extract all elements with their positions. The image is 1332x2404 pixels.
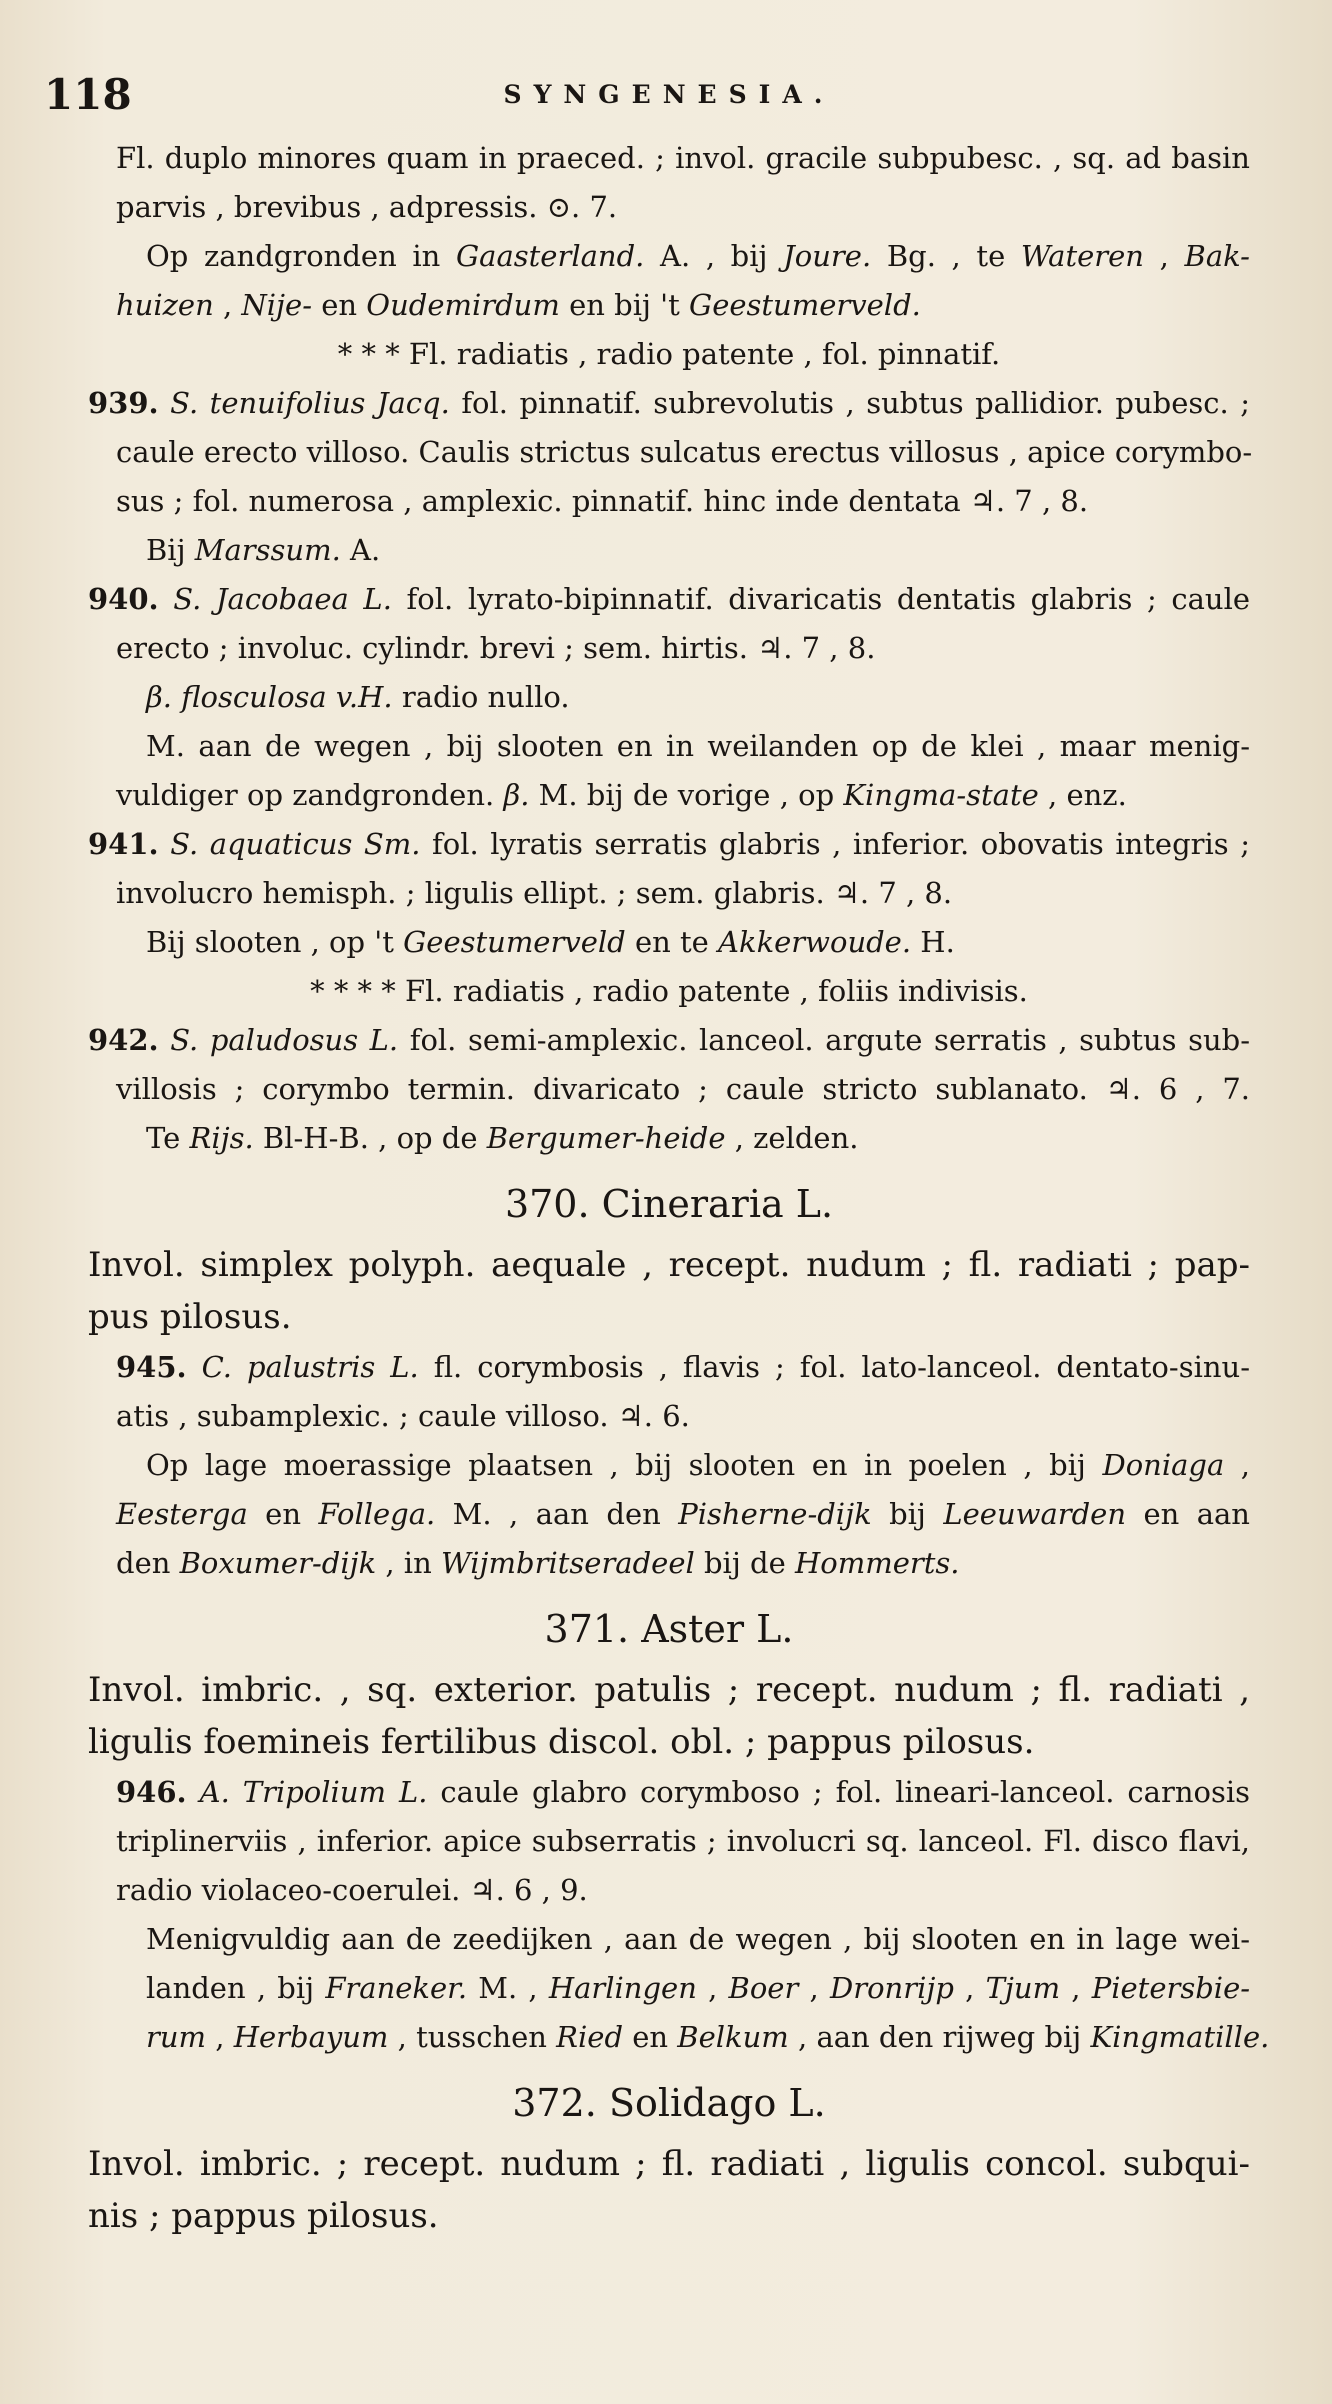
italic-run: Ried (556, 2020, 624, 2054)
text-line (88, 918, 1250, 967)
text-run: nis ; pappus pilosus. (88, 2196, 439, 2236)
text-run: bij de (694, 1546, 795, 1580)
italic-run: Belkum (677, 2020, 789, 2054)
text-line (88, 722, 1250, 771)
page-text (88, 134, 1270, 2242)
text-run: caule glabro corymboso ; fol. lineari-lanceol. carnosis (427, 1775, 1250, 1809)
text-run: fl. corymbosis , flavis ; fol. lato-lanceol. dentato-sinu- (418, 1350, 1251, 1384)
text-run (159, 582, 174, 616)
text-line (88, 1866, 1250, 1915)
italic-run: S. paludosus L. (170, 1023, 399, 1057)
text-run: triplinerviis , inferior. apice subserratis ; involucri sq. lanceol. Fl. disco flavi, (116, 1824, 1250, 1858)
text-run: atis , subamplexic. ; caule villoso. ♃. 6. (116, 1399, 690, 1433)
italic-run: β. flosculosa v.H. (146, 680, 393, 714)
text-line (88, 1490, 1250, 1539)
text-run: radio nullo. (392, 680, 570, 714)
text-run: Invol. imbric. , sq. exterior. patulis ; recept. nudum ; fl. radiati , (88, 1670, 1250, 1710)
text-line (88, 1239, 1250, 1291)
text-line (88, 477, 1250, 526)
species-number: 939. (88, 386, 159, 420)
text-line (88, 575, 1250, 624)
italic-run: Pisherne-dijk (678, 1497, 872, 1531)
text-line (88, 1169, 1250, 1239)
text-run: M. aan de wegen , bij slooten en in weilanden op de klei , maar menig- (146, 729, 1250, 763)
text-run: Op zandgronden in (146, 239, 457, 273)
text-run: , tusschen (388, 2020, 557, 2054)
text-line (88, 1594, 1250, 1664)
text-run: , in (376, 1546, 441, 1580)
text-run: , (1224, 1448, 1251, 1482)
italic-run: Rijs. (189, 1121, 254, 1155)
text-run: , (1144, 239, 1185, 273)
text-line (88, 771, 1250, 820)
text-line (88, 2068, 1250, 2138)
genus-description (88, 1239, 1250, 1343)
text-run: involucro hemisph. ; ligulis ellipt. ; sem. glabris. ♃. 7 , 8. (116, 876, 953, 910)
species-number: 946. (116, 1775, 187, 1809)
text-run: A. (340, 533, 381, 567)
text-run: Invol. imbric. ; recept. nudum ; fl. radiati , ligulis concol. subqui- (88, 2144, 1250, 2184)
text-line (88, 1964, 1250, 2013)
text-line (88, 232, 1250, 281)
italic-run: Leeuwarden (943, 1497, 1127, 1531)
italic-run: Doniaga (1102, 1448, 1225, 1482)
italic-run: Boer (728, 1971, 799, 2005)
text-run (159, 1023, 171, 1057)
running-header (44, 64, 1250, 134)
text-run: en (247, 1497, 319, 1531)
text-run: en (312, 288, 367, 322)
text-line (88, 526, 1250, 575)
text-line (88, 1065, 1250, 1114)
text-line (88, 1915, 1250, 1964)
text-run: , (953, 1971, 986, 2005)
text-line (88, 967, 1250, 1016)
text-run: Bg. , te (871, 239, 1021, 273)
text-run: villosis ; corymbo termin. divaricato ; caule stricto sublanato. ♃. 6 , 7. (116, 1072, 1250, 1106)
text-run (187, 1350, 202, 1384)
italic-run: Boxumer-dijk (179, 1546, 377, 1580)
text-run: M. , (467, 1971, 549, 2005)
italic-run: Gaasterland. (456, 239, 645, 273)
text-line (88, 869, 1250, 918)
species-number: 941. (88, 827, 159, 861)
text-line (88, 2013, 1270, 2062)
italic-run: S. Jacobaea L. (173, 582, 392, 616)
text-run: parvis , brevibus , adpressis. ⊙. 7. (116, 190, 618, 224)
text-run: radio violaceo-coerulei. ♃. 6 , 9. (116, 1873, 588, 1907)
italic-run: Joure. (783, 239, 872, 273)
italic-run: Bak- (1184, 239, 1250, 273)
text-run: Bij slooten , op 't (146, 925, 404, 959)
genus-description (88, 1664, 1250, 1768)
text-run: en aan (1126, 1497, 1250, 1531)
genus-description (88, 2138, 1250, 2242)
species-number: 942. (88, 1023, 159, 1057)
text-run: landen , bij (146, 1971, 326, 2005)
italic-run: Harlingen (548, 1971, 697, 2005)
text-run: bij (871, 1497, 944, 1531)
text-run: fol. pinnatif. subrevolutis , subtus pallidior. pubesc. ; (449, 386, 1250, 420)
text-run: fol. semi-amplexic. lanceol. argute serratis , subtus sub- (398, 1023, 1251, 1057)
italic-run: huizen (116, 288, 214, 322)
text-line (88, 428, 1253, 477)
text-line (88, 1016, 1250, 1065)
page-number: 118 (44, 70, 132, 119)
italic-run: Marssum. (194, 533, 341, 567)
text-run: sus ; fol. numerosa , amplexic. pinnatif. hinc inde dentata ♃. 7 , 8. (116, 484, 1089, 518)
text-run: , (798, 1971, 830, 2005)
text-run: 370. Cineraria L. (504, 1182, 834, 1226)
italic-run: Kingmatille. (1090, 2020, 1270, 2054)
text-line (88, 1114, 1250, 1163)
italic-run: A. Tripolium L. (199, 1775, 428, 1809)
italic-run: Wijmbritseradeel (440, 1546, 695, 1580)
text-line (88, 624, 1250, 673)
text-run: H. (911, 925, 955, 959)
text-run: M. , aan den (435, 1497, 679, 1531)
text-line (88, 1817, 1250, 1866)
text-line (88, 183, 1250, 232)
italic-run: C. palustris L. (201, 1350, 419, 1384)
italic-run: Kingma-state (843, 778, 1039, 812)
italic-run: Franeker. (325, 1971, 468, 2005)
italic-run: rum (146, 2020, 207, 2054)
text-line (88, 134, 1250, 183)
text-run: pus pilosus. (88, 1297, 292, 1337)
text-line (88, 1664, 1250, 1716)
text-run: , (696, 1971, 729, 2005)
text-run: Op lage moerassige plaatsen , bij slooten en in poelen , bij (146, 1448, 1103, 1482)
text-run: ligulis foemineis fertilibus discol. obl. ; pappus pilosus. (88, 1722, 1035, 1762)
text-run: Invol. simplex polyph. aequale , recept. nudum ; fl. radiati ; pap- (88, 1245, 1250, 1285)
text-run: en te (625, 925, 719, 959)
species-number: 945. (116, 1350, 187, 1384)
text-line (88, 2190, 1250, 2242)
text-line (88, 379, 1250, 428)
text-run: den (116, 1546, 180, 1580)
italic-run: Wateren (1020, 239, 1144, 273)
text-line (88, 1768, 1250, 1817)
text-run: Bl-H-B. , op de (253, 1121, 487, 1155)
text-run: , enz. (1038, 778, 1127, 812)
italic-run: Geestumerveld (403, 925, 626, 959)
text-run: vuldiger op zandgronden. (116, 778, 504, 812)
italic-run: S. aquaticus Sm. (170, 827, 421, 861)
italic-run: Oudemirdum (366, 288, 560, 322)
text-line (88, 1392, 1250, 1441)
italic-run: Eesterga (116, 1497, 248, 1531)
text-run (159, 827, 171, 861)
text-run: * * * * Fl. radiatis , radio patente , foliis indivisis. (310, 974, 1028, 1008)
italic-run: Bergumer-heide (486, 1121, 726, 1155)
text-line (88, 1539, 1250, 1588)
text-line (88, 820, 1250, 869)
text-line (88, 673, 1250, 722)
text-line (88, 1716, 1250, 1768)
text-line (88, 1291, 1250, 1343)
text-run: * * * Fl. radiatis , radio patente , fol. pinnatif. (337, 337, 1001, 371)
italic-run: Pietersbie- (1091, 1971, 1251, 2005)
text-line (88, 1441, 1250, 1490)
text-line (88, 2138, 1250, 2190)
text-run: Menigvuldig aan de zeedijken , aan de wegen , bij slooten en in lage wei- (146, 1922, 1250, 1956)
text-run: Bij (146, 533, 195, 567)
text-run: fol. lyratis serratis glabris , inferior. obovatis integris ; (420, 827, 1251, 861)
text-run: fol. lyrato-bipinnatif. divaricatis dentatis glabris ; caule (391, 582, 1251, 616)
running-title: SYNGENESIA. (503, 80, 835, 109)
italic-run: Follega. (318, 1497, 436, 1531)
italic-run: S. tenuifolius Jacq. (170, 386, 450, 420)
text-run: en (623, 2020, 678, 2054)
text-run (187, 1775, 200, 1809)
italic-run: Geestumerveld. (689, 288, 921, 322)
text-run: , zelden. (725, 1121, 859, 1155)
italic-run: Herbayum (233, 2020, 389, 2054)
text-run: , (206, 2020, 234, 2054)
text-run (159, 386, 170, 420)
italic-run: Akkerwoude. (718, 925, 912, 959)
italic-run: Hommerts. (794, 1546, 960, 1580)
text-run: Te (146, 1121, 190, 1155)
italic-run: Dronrijp (829, 1971, 954, 2005)
species-number: 940. (88, 582, 159, 616)
text-line (88, 1343, 1250, 1392)
text-run: erecto ; involuc. cylindr. brevi ; sem. hirtis. ♃. 7 , 8. (116, 631, 876, 665)
italic-run: β. (503, 778, 530, 812)
italic-run: Nije- (241, 288, 313, 322)
text-run: caule erecto villoso. Caulis strictus sulcatus erectus villosus , apice corymbo- (116, 435, 1253, 469)
text-run: , aan den rijweg bij (788, 2020, 1091, 2054)
italic-run: Tjum (985, 1971, 1061, 2005)
text-run: M. bij de vorige , op (529, 778, 844, 812)
text-run: , (213, 288, 242, 322)
text-run: 372. Solidago L. (512, 2081, 826, 2125)
text-line (88, 281, 1250, 330)
text-run: , (1060, 1971, 1092, 2005)
text-run: A. , bij (644, 239, 784, 273)
text-run: Fl. duplo minores quam in praeced. ; invol. gracile subpubesc. , sq. ad basin (116, 141, 1250, 175)
text-run: 371. Aster L. (544, 1607, 794, 1651)
text-line (88, 330, 1250, 379)
text-run: en bij 't (559, 288, 690, 322)
